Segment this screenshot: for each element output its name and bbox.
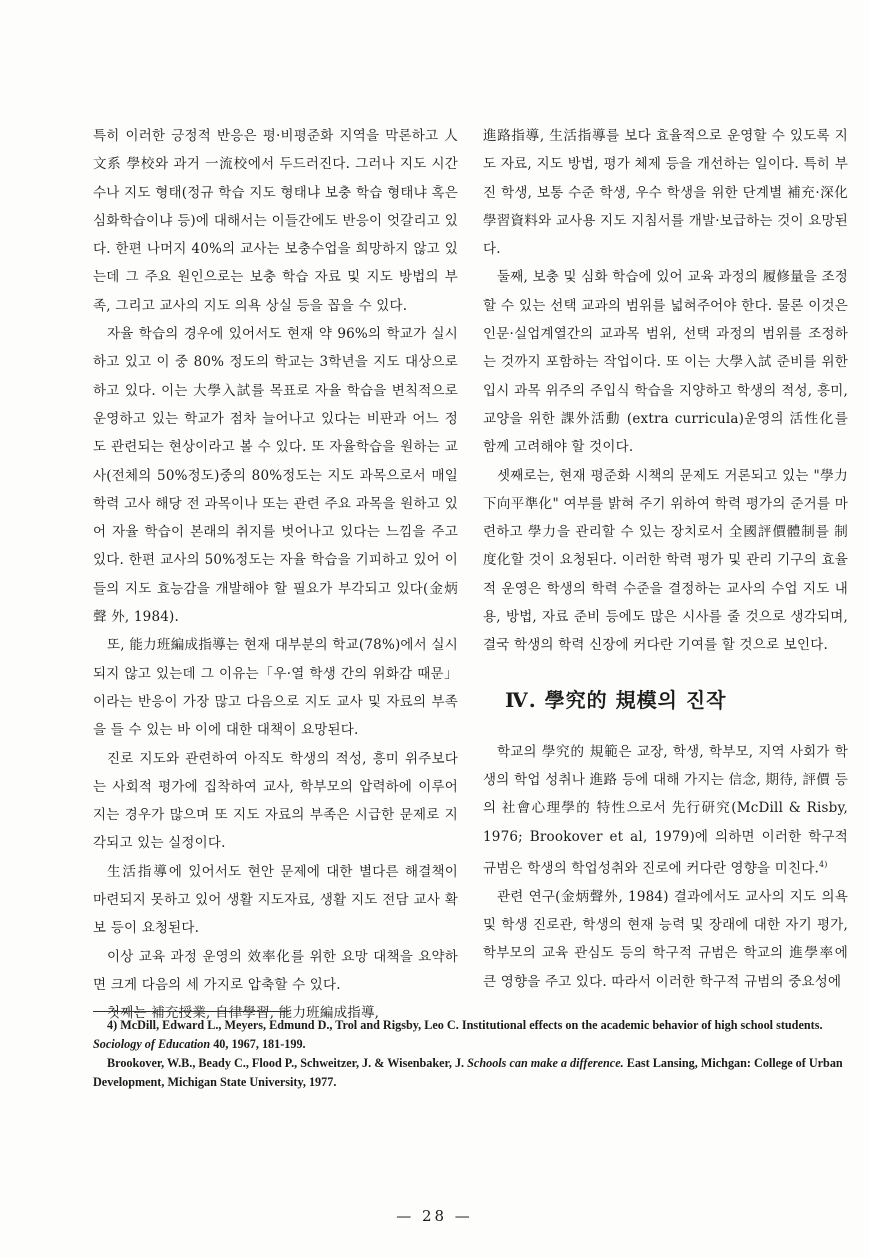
paragraph: 이상 교육 과정 운영의 效率化를 위한 요망 대책을 요약하면 크게 다음의 세 가지로 압축할 수 있다.: [93, 948, 458, 993]
paragraph: [483, 738, 848, 883]
paragraph: 둘째, 보충 및 심화 학습에 있어 교육 과정의 履修量을 조정할 수 있는 선택 교과의 범위를 넓혀주어야 한다. 물론 이것은 인문·실업계열간의 교과목 범위, 선택 과정의 범위를 조정하는 것까지 포함하는 작업이다. 또 이는 大學入試 준비를 위한 입시 과목 위주의 주입식 학습을 지양하고 학생의 적성, 흥미, 교양을 위한 課外活動 (extra curricula)운영의 活性化를 함께 고려해야 할 것이다.: [483, 269, 848, 456]
footnote: [93, 1054, 853, 1092]
right-column: [483, 122, 848, 996]
footnote-marker: 4): [818, 859, 828, 869]
footnote-title: Schools can make a difference.: [467, 1056, 624, 1070]
paragraph: 셋째로는, 현재 평준화 시책의 문제도 거론되고 있는 "學力 下向平準化" 여부를 밝혀 주기 위하여 학력 평가의 준거를 마련하고 學力을 관리할 수 있는 장치로서 全國評價體制를 制度化할 것이 요청된다. 이러한 학력 평가 및 관리 기구의 효율적 운영은 학생의 학력 수준을 결정하는 교사의 수업 지도 내용, 방법, 자료 준비 등에도 많은 시사를 줄 것으로 생각되며, 결국 학생의 학력 신장에 커다란 기여를 할 것으로 보인다.: [483, 467, 848, 654]
paragraph: 특히 이러한 긍정적 반응은 평·비평준화 지역을 막론하고 人文系 學校와 과거 一流校에서 두드러진다. 그러나 지도 시간수나 지도 형태(정규 학습 지도 형태냐 보충 학습 형태냐 혹은 심화학습이냐 등)에 대해서는 이들간에도 반응이 엇갈리고 있다. 한편 나머지 40%의 교사는 보충수업을 희망하지 않고 있는데 그 주요 원인으로는 보충 학습 자료 및 지도 방법의 부족, 그리고 교사의 지도 의욕 상실 등을 꼽을 수 있다.: [93, 128, 458, 314]
footnote-authors: Brookover, W.B., Beady C., Flood P., Schweitzer, J. & Wisenbaker, J.: [107, 1056, 465, 1070]
footnotes: [93, 1016, 853, 1092]
footnote-journal: Sociology of Education: [93, 1037, 211, 1051]
footnote-rest: 40, 1967, 181-199.: [213, 1037, 306, 1051]
paragraph: 관련 연구(金炳聲外, 1984) 결과에서도 교사의 지도 의욕 및 학생 진로관, 학생의 현재 능력 및 장래에 대한 자기 평가, 학부모의 교육 관심도 등의 학구적 규범은 학교의 進學率에 큰 영향을 주고 있다. 따라서 이러한 학구적 규범의 중요성에: [483, 888, 848, 990]
paragraph: 첫째는 補充授業, 自律學習, 能力班編成指導,: [107, 1005, 380, 1022]
footnote-rest: East Lansing, Michgan: College of Urban Development, Michigan State University, 1977.: [93, 1056, 843, 1089]
paragraph-text: 학교의 學究的 規範은 교장, 학생, 학부모, 지역 사회가 학생의 학업 성취나 進路 등에 대해 가지는 信念, 期待, 評價 등의 社會心理學的 特性으로서 先行研究(McDill & Risby, 1976; Brookover et al, 1979)에 의하면 이러한 학구적 규범은 학생의 학업성취와 진로에 커다란 영향을 미친다.: [483, 743, 848, 877]
paragraph: 자율 학습의 경우에 있어서도 현재 약 96%의 학교가 실시하고 있고 이 중 80% 정도의 학교는 3학년을 지도 대상으로 하고 있다. 이는 大學入試를 목표로 자율 학습을 변칙적으로 운영하고 있는 학교가 점차 늘어나고 있다는 비판과 어느 정도 관련되는 현상이라고 볼 수 있다. 또 자율학습을 원하는 교사(전체의 50%정도)중의 80%정도는 지도 과목으로서 매일 학력 고사 해당 전 과목이나 또는 관련 주요 과목을 원하고 있어 자율 학습이 본래의 취지를 벗어나고 있다는 느낌을 주고 있다. 한편 교사의 50%정도는 자율 학습을 기피하고 있어 이들의 지도 효능감을 개발해야 할 필요가 부각되고 있다(金炳聲 外, 1984).: [93, 326, 458, 626]
paragraph: 또, 能力班編成指導는 현재 대부분의 학교(78%)에서 실시되지 않고 있는데 그 이유는「우·열 학생 간의 위화감 때문」이라는 반응이 가장 많고 다음으로 지도 교사 및 자료의 부족을 들 수 있는 바 이에 대한 대책이 요망된다.: [93, 637, 458, 739]
footnote: [93, 1016, 853, 1054]
left-column: [93, 122, 458, 1028]
section-heading: Ⅳ. 學究的 規模의 진작: [505, 687, 727, 712]
paragraph: 進路指導, 生活指導를 보다 효율적으로 운영할 수 있도록 지도 자료, 지도 방법, 평가 체제 등을 개선하는 일이다. 특히 부진 학생, 보통 수준 학생, 우수 학생을 위한 단계별 補充·深化學習資料와 교사용 지도 지침서를 개발·보급하는 것이 요망된다.: [483, 128, 848, 258]
paragraph: 生活指導에 있어서도 현안 문제에 대한 별다른 해결책이 마련되지 못하고 있어 생활 지도자료, 생활 지도 전담 교사 확보 등이 요청된다.: [93, 863, 458, 937]
paragraph: 진로 지도와 관련하여 아직도 학생의 적성, 흥미 위주보다는 사회적 평가에 집착하여 교사, 학부모의 압력하에 이루어지는 경우가 많으며 또 지도 자료의 부족은 시급한 문제로 지각되고 있는 실정이다.: [93, 750, 458, 852]
page-number: — 28 —: [396, 1207, 473, 1225]
footnote-divider: [93, 1011, 289, 1012]
footnote-authors: 4) McDill, Edward L., Meyers, Edmund D., Trol and Rigsby, Leo C. Institutional effects on the academic behavior of high school students.: [107, 1018, 823, 1032]
